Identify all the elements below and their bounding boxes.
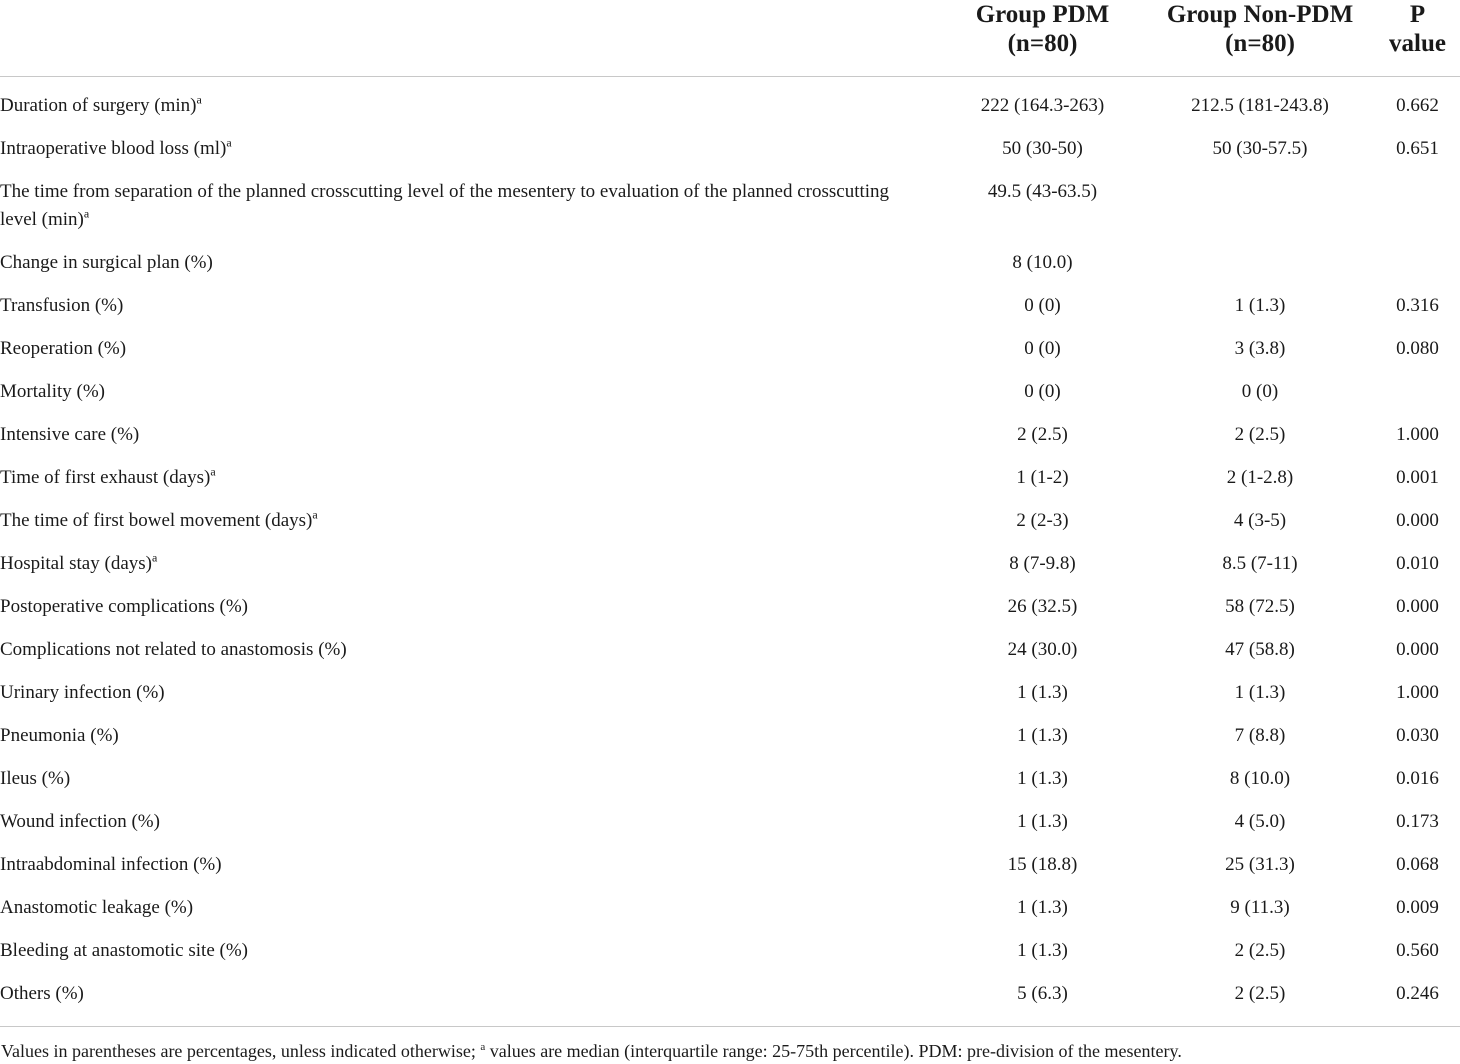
row-label	[0, 836, 940, 879]
footnote-part1: Values in parentheses are percentages, unless indicated otherwise;	[1, 1041, 480, 1061]
row-value-non-pdm: 1 (1.3)	[1145, 664, 1375, 707]
table-footer	[0, 1027, 1460, 1064]
row-label-text: Pneumonia (%)	[0, 725, 119, 746]
row-label-superscript: a	[84, 207, 89, 221]
row-value-non-pdm: 2 (2.5)	[1145, 965, 1375, 1027]
row-p-value: 0.080	[1375, 320, 1460, 363]
row-label-text: Bleeding at anastomotic site (%)	[0, 940, 248, 961]
row-label-text: The time from separation of the planned crosscutting level of the mesentery to evaluation of the planned crosscutting level (min)	[0, 181, 889, 230]
row-p-value: 1.000	[1375, 406, 1460, 449]
row-value-pdm: 0 (0)	[940, 320, 1145, 363]
table-row	[0, 277, 1460, 320]
header-p-value-line2: value	[1375, 29, 1460, 58]
row-label	[0, 363, 940, 406]
table-row	[0, 320, 1460, 363]
row-value-non-pdm: 7 (8.8)	[1145, 707, 1375, 750]
header-group-pdm	[940, 0, 1145, 77]
row-value-non-pdm: 50 (30-57.5)	[1145, 120, 1375, 163]
row-p-value: 0.560	[1375, 922, 1460, 965]
table-row	[0, 120, 1460, 163]
row-value-pdm: 0 (0)	[940, 363, 1145, 406]
row-p-value: 0.009	[1375, 879, 1460, 922]
row-value-pdm: 50 (30-50)	[940, 120, 1145, 163]
row-value-non-pdm: 8 (10.0)	[1145, 750, 1375, 793]
table-row	[0, 922, 1460, 965]
row-label-text: Mortality (%)	[0, 381, 105, 402]
row-label	[0, 578, 940, 621]
row-label-text: Hospital stay (days)	[0, 553, 152, 574]
row-value-non-pdm: 25 (31.3)	[1145, 836, 1375, 879]
row-value-non-pdm: 8.5 (7-11)	[1145, 535, 1375, 578]
row-label	[0, 234, 940, 277]
row-p-value: 0.000	[1375, 578, 1460, 621]
row-value-non-pdm	[1145, 163, 1375, 234]
header-label-column	[0, 0, 940, 77]
table-row	[0, 621, 1460, 664]
table-row	[0, 363, 1460, 406]
table-row	[0, 163, 1460, 234]
row-label-superscript: a	[226, 136, 231, 150]
table-row	[0, 492, 1460, 535]
footnote	[0, 1027, 1460, 1064]
row-label-superscript: a	[196, 93, 201, 107]
row-value-pdm: 222 (164.3-263)	[940, 77, 1145, 121]
row-value-pdm: 1 (1.3)	[940, 879, 1145, 922]
row-p-value: 0.000	[1375, 492, 1460, 535]
row-value-pdm: 5 (6.3)	[940, 965, 1145, 1027]
row-label	[0, 406, 940, 449]
row-label	[0, 120, 940, 163]
row-p-value: 0.030	[1375, 707, 1460, 750]
row-value-non-pdm: 4 (3-5)	[1145, 492, 1375, 535]
row-value-non-pdm: 2 (2.5)	[1145, 406, 1375, 449]
row-label-text: Intraabdominal infection (%)	[0, 854, 222, 875]
row-value-pdm: 15 (18.8)	[940, 836, 1145, 879]
row-value-non-pdm: 3 (3.8)	[1145, 320, 1375, 363]
row-p-value: 0.173	[1375, 793, 1460, 836]
row-label-text: Intraoperative blood loss (ml)	[0, 138, 226, 159]
row-label-text: Urinary infection (%)	[0, 682, 165, 703]
table-row	[0, 535, 1460, 578]
row-label	[0, 535, 940, 578]
row-p-value	[1375, 234, 1460, 277]
row-p-value: 0.016	[1375, 750, 1460, 793]
row-value-pdm: 1 (1.3)	[940, 664, 1145, 707]
row-value-non-pdm: 2 (1-2.8)	[1145, 449, 1375, 492]
row-value-non-pdm: 2 (2.5)	[1145, 922, 1375, 965]
row-label-text: Anastomotic leakage (%)	[0, 897, 193, 918]
row-p-value: 0.068	[1375, 836, 1460, 879]
table-row	[0, 836, 1460, 879]
row-label-text: Reoperation (%)	[0, 338, 126, 359]
row-value-pdm: 1 (1.3)	[940, 750, 1145, 793]
header-group-non-pdm	[1145, 0, 1375, 77]
row-value-non-pdm: 1 (1.3)	[1145, 277, 1375, 320]
row-value-pdm: 49.5 (43-63.5)	[940, 163, 1145, 234]
row-value-pdm: 1 (1.3)	[940, 922, 1145, 965]
table-row	[0, 750, 1460, 793]
table-row	[0, 449, 1460, 492]
row-label	[0, 492, 940, 535]
header-group-pdm-title: Group PDM	[940, 0, 1145, 29]
row-label-text: Wound infection (%)	[0, 811, 160, 832]
row-label-text: Time of first exhaust (days)	[0, 467, 210, 488]
row-label-text: Postoperative complications (%)	[0, 596, 248, 617]
row-label	[0, 922, 940, 965]
row-label-text: Duration of surgery (min)	[0, 95, 196, 116]
row-p-value: 0.651	[1375, 120, 1460, 163]
row-label-text: Ileus (%)	[0, 768, 70, 789]
row-value-non-pdm: 212.5 (181-243.8)	[1145, 77, 1375, 121]
row-value-pdm: 8 (10.0)	[940, 234, 1145, 277]
row-p-value	[1375, 163, 1460, 234]
table-row	[0, 406, 1460, 449]
footnote-part2: values are median (interquartile range: 25-75th percentile). PDM: pre-division of the mesentery.	[485, 1041, 1182, 1061]
table-row	[0, 234, 1460, 277]
header-group-pdm-n: (n=80)	[940, 29, 1145, 58]
header-p-value-line1: P	[1375, 0, 1460, 29]
row-label	[0, 320, 940, 363]
row-value-pdm: 0 (0)	[940, 277, 1145, 320]
row-value-non-pdm: 0 (0)	[1145, 363, 1375, 406]
row-value-pdm: 1 (1-2)	[940, 449, 1145, 492]
row-value-non-pdm: 58 (72.5)	[1145, 578, 1375, 621]
row-p-value: 0.246	[1375, 965, 1460, 1027]
row-value-pdm: 1 (1.3)	[940, 707, 1145, 750]
row-label	[0, 621, 940, 664]
row-label-text: Complications not related to anastomosis (%)	[0, 639, 347, 660]
row-value-pdm: 2 (2-3)	[940, 492, 1145, 535]
table-header	[0, 0, 1460, 77]
table-row	[0, 707, 1460, 750]
row-value-non-pdm: 9 (11.3)	[1145, 879, 1375, 922]
row-label	[0, 793, 940, 836]
header-group-non-pdm-title: Group Non-PDM	[1145, 0, 1375, 29]
row-value-pdm: 2 (2.5)	[940, 406, 1145, 449]
row-p-value: 0.000	[1375, 621, 1460, 664]
row-label	[0, 707, 940, 750]
row-p-value: 0.662	[1375, 77, 1460, 121]
row-value-non-pdm: 4 (5.0)	[1145, 793, 1375, 836]
row-label-text: Intensive care (%)	[0, 424, 139, 445]
row-value-non-pdm: 47 (58.8)	[1145, 621, 1375, 664]
row-value-pdm: 1 (1.3)	[940, 793, 1145, 836]
row-label	[0, 77, 940, 121]
row-label	[0, 664, 940, 707]
row-label-superscript: a	[210, 465, 215, 479]
row-label-text: The time of first bowel movement (days)	[0, 510, 312, 531]
row-value-pdm: 8 (7-9.8)	[940, 535, 1145, 578]
row-label	[0, 163, 940, 234]
row-value-non-pdm	[1145, 234, 1375, 277]
row-label	[0, 879, 940, 922]
row-label-superscript: a	[312, 508, 317, 522]
table-row	[0, 578, 1460, 621]
table-row	[0, 879, 1460, 922]
footnote-sup: a	[480, 1041, 485, 1053]
header-group-non-pdm-n: (n=80)	[1145, 29, 1375, 58]
row-p-value: 0.316	[1375, 277, 1460, 320]
table-row	[0, 965, 1460, 1027]
row-label	[0, 449, 940, 492]
row-value-pdm: 24 (30.0)	[940, 621, 1145, 664]
row-p-value: 0.010	[1375, 535, 1460, 578]
table-row	[0, 77, 1460, 121]
table-row	[0, 793, 1460, 836]
header-p-value	[1375, 0, 1460, 77]
row-p-value: 0.001	[1375, 449, 1460, 492]
row-label	[0, 965, 940, 1027]
row-label-text: Change in surgical plan (%)	[0, 252, 213, 273]
row-label	[0, 750, 940, 793]
table-row	[0, 664, 1460, 707]
row-p-value	[1375, 363, 1460, 406]
row-label-superscript: a	[152, 551, 157, 565]
row-label-text: Transfusion (%)	[0, 295, 123, 316]
row-label-text: Others (%)	[0, 983, 84, 1004]
row-p-value: 1.000	[1375, 664, 1460, 707]
row-value-pdm: 26 (32.5)	[940, 578, 1145, 621]
row-label	[0, 277, 940, 320]
table-body	[0, 77, 1460, 1027]
